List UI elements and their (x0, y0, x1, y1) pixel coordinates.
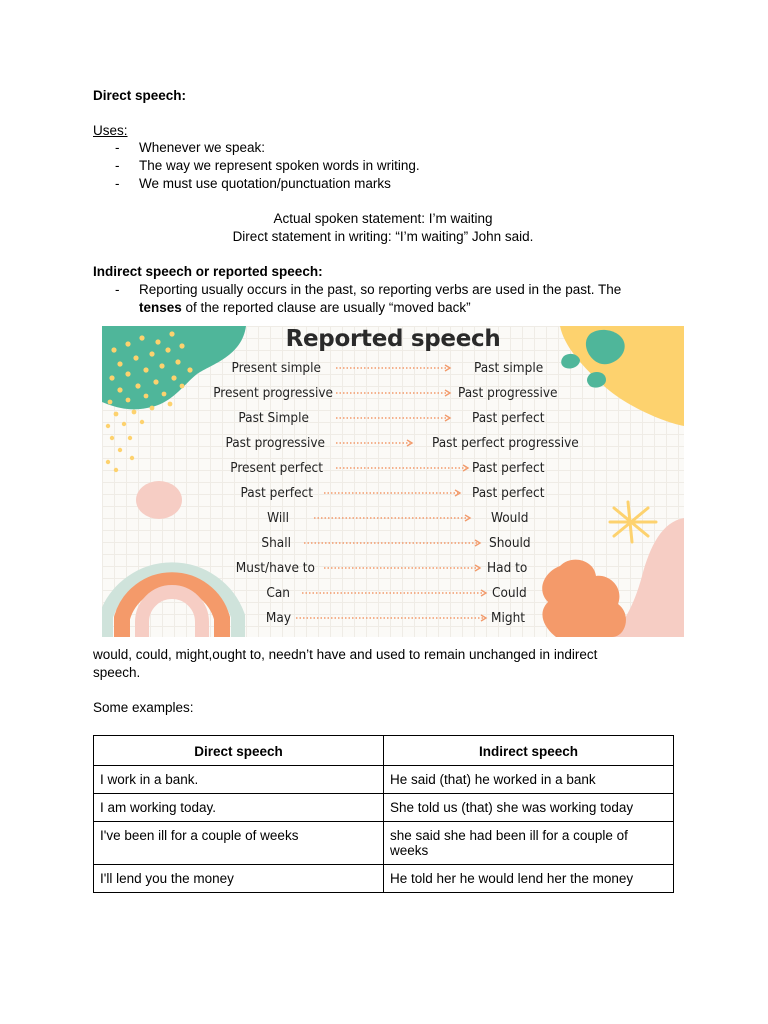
tense-to-label: Past simple (474, 360, 544, 376)
table-row (94, 865, 674, 893)
teal-shape-small (561, 354, 580, 369)
table-row (94, 766, 674, 794)
table-cell: He said (that) he worked in a bank (384, 766, 674, 794)
table-cell: She told us (that) she was working today (384, 794, 674, 822)
tense-from-label: Past perfect (240, 485, 313, 501)
table-cell: she said she had been ill for a couple of weeks (384, 822, 674, 865)
tense-to-label: Past perfect (472, 485, 545, 501)
example-written: Direct statement in writing: “I’m waiting” John said. (232, 229, 534, 244)
column-header: Indirect speech (384, 736, 674, 766)
arrows-group (296, 365, 486, 621)
tense-from-label: Shall (261, 535, 291, 551)
examples-table (93, 735, 674, 893)
table-row (94, 794, 674, 822)
modals-line: would, could, might,ought to, needn’t have and used to remain unchanged in indirect (93, 647, 598, 662)
bullet-text-continued (139, 300, 471, 315)
indirect-speech-heading: Indirect speech or reported speech: (93, 264, 323, 279)
tense-to-label: Past progressive (458, 385, 558, 401)
dash-marker: - (115, 140, 120, 155)
orange-flower (542, 560, 626, 637)
tense-from-label: Past progressive (225, 435, 325, 451)
tense-from-label: Can (266, 585, 290, 601)
dash-marker: - (115, 158, 120, 173)
bullet-text: The way we represent spoken words in writing. (139, 158, 420, 173)
tense-from-label: Must/have to (235, 560, 315, 576)
teal-shape-small-2 (587, 372, 606, 388)
tense-from-label: Will (267, 510, 289, 526)
bullet-text: Reporting usually occurs in the past, so reporting verbs are used in the past. The (139, 282, 622, 297)
tense-from-label: Present simple (231, 360, 321, 376)
tense-to-label: Should (489, 535, 531, 551)
bullet-text: Whenever we speak: (139, 140, 266, 155)
bullet-text: We must use quotation/punctuation marks (139, 176, 391, 191)
table-cell: I've been ill for a couple of weeks (94, 822, 384, 865)
pink-oval (136, 481, 182, 519)
table-cell: I work in a bank. (94, 766, 384, 794)
decorations (102, 326, 684, 637)
table-cell: I am working today. (94, 794, 384, 822)
examples-label: Some examples: (93, 700, 194, 715)
tense-to-label: Might (491, 610, 526, 626)
uses-label: Uses: (93, 123, 128, 138)
direct-speech-heading: Direct speech: (93, 88, 187, 103)
tenses-bold: tenses (139, 300, 182, 315)
table-row (94, 822, 674, 865)
tense-to-label: Past perfect progressive (432, 435, 579, 451)
tense-to-label: Could (492, 585, 527, 601)
infographic-title: Reported speech (285, 326, 501, 352)
bullet-text-rest: of the reported clause are usually “moved back” (181, 300, 471, 315)
tense-from-label: Past Simple (238, 410, 309, 426)
tense-to-label: Past perfect (472, 460, 545, 476)
column-header: Direct speech (94, 736, 384, 766)
dash-marker: - (115, 282, 120, 297)
tense-from-label: May (265, 610, 291, 626)
yellow-star (610, 502, 656, 542)
tense-from-label: Present progressive (213, 385, 333, 401)
table-cell: He told her he would lend her the money (384, 865, 674, 893)
rainbow (106, 569, 238, 637)
dash-marker: - (115, 176, 120, 191)
tense-to-label: Had to (487, 560, 528, 576)
example-spoken: Actual spoken statement: I’m waiting (273, 211, 493, 226)
table-header-row (94, 736, 674, 766)
reported-speech-infographic (102, 326, 684, 637)
modals-line-continued: speech. (93, 665, 141, 680)
tense-to-label: Would (491, 510, 529, 526)
table-cell: I'll lend you the money (94, 865, 384, 893)
tense-to-label: Past perfect (472, 410, 545, 426)
tense-from-label: Present perfect (230, 460, 323, 476)
